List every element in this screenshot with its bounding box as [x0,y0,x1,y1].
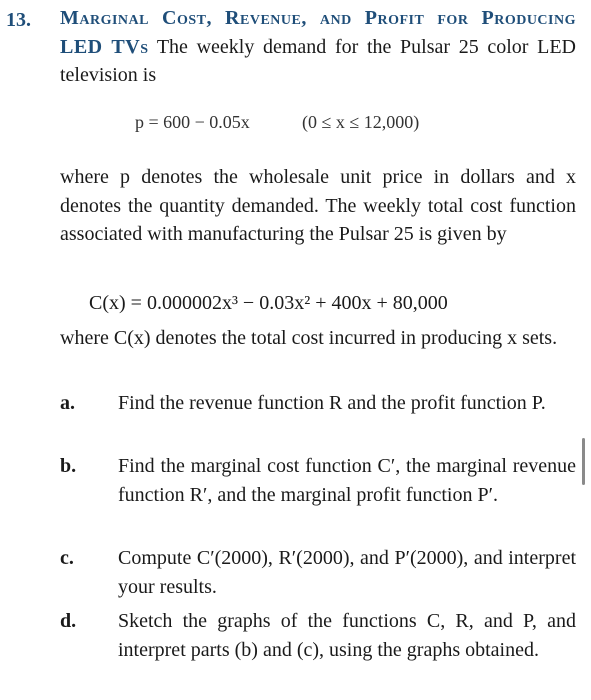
part-label: a. [60,392,75,414]
part-label: b. [60,455,77,477]
demand-domain: (0 ≤ x ≤ 12,000) [302,112,420,132]
part-text: Find the marginal cost function C′, the marginal revenue function R′, and the marginal profit function P′. [118,455,576,506]
problem-intro [60,4,576,90]
scrollbar-thumb[interactable] [582,438,585,485]
cost-equation: C(x) = 0.000002x³ − 0.03x² + 400x + 80,000 [89,292,448,314]
demand-equation: p = 600 − 0.05x [135,112,250,132]
part-text: Find the revenue function R and the profit function P. [118,392,546,414]
problem-number: 13. [6,9,31,31]
intro-text: The weekly demand for the Pulsar 25 color LED television is [60,35,576,86]
part-text: Compute C′(2000), R′(2000), and P′(2000), and interpret your results. [118,547,576,598]
paragraph-definitions: where p denotes the wholesale unit price in dollars and x denotes the quantity demanded. The weekly total cost function associated with manufacturing the Pulsar 25 is given by [60,166,576,245]
part-text: Sketch the graphs of the functions C, R, and P, and interpret parts (b) and (c), using the graphs obtained. [118,610,576,661]
paragraph-cost-note: where C(x) denotes the total cost incurred in producing x sets. [60,327,558,349]
problem-heading: Marginal Cost, Revenue, and Profit for Producing LED TVs [60,7,576,58]
part-label: c. [60,547,74,569]
part-label: d. [60,610,77,632]
